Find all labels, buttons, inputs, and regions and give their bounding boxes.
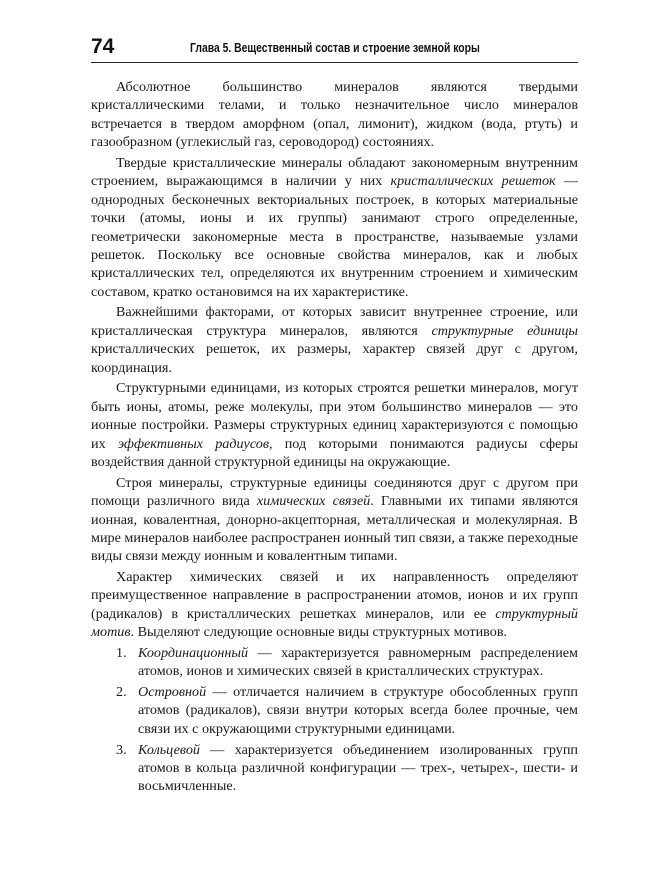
- list-item-number: 3.: [116, 741, 127, 758]
- page-number: 74: [91, 35, 115, 58]
- paragraph: Строя минералы, структурные единицы соединяются друг с другом при помощи различного вида химических связей. Главными их типами являются ионная, ковалентная, донорно-акцепторная, металлическая и молекулярная. В мире минералов наиболее распространен ионный тип связи, а также переходные виды связи между ионным и ковалентным типами.: [91, 474, 578, 565]
- paragraph: Абсолютное большинство минералов являются твердыми кристаллическими телами, и только незначительное число минералов встречается в твердом аморфном (опал, лимонит), жидком (вода, ртуть) и газообразном (углекислый газ, сероводород) состояниях.: [91, 79, 578, 151]
- paragraph: Структурными единицами, из которых строятся решетки минералов, могут быть ионы, атомы, реже молекулы, при этом большинство минералов — это ионные постройки. Размеры структурных единиц характеризуются с помощью их эффективных радиусов, под которыми понимаются радиусы сферы воздействия данной структурной единицы на окружающие.: [91, 380, 578, 471]
- running-head: Глава 5. Вещественный состав и строение земной коры: [190, 41, 480, 55]
- list-item: 1. Координационный — характеризуется равномерным распределением атомов, ионов и химических связей в кристаллических структурах.: [116, 644, 578, 680]
- paragraph: Важнейшими факторами, от которых зависит внутреннее строение, или кристаллическая структура минералов, являются структурные единицы кристаллических решеток, их размеры, характер связей друг с другом, координация.: [91, 304, 578, 376]
- structural-motif-list: [91, 644, 578, 796]
- emphasized-term: структурные единицы: [431, 322, 578, 339]
- paragraph: Твердые кристаллические минералы обладают закономерным внутренним строением, выражающимся в наличии у них кристаллических решеток — однородных бесконечных векториальных построек, в которых материальные точки (атомы, ионы и их группы) занимают строго определенные, геометрически закономерные места в пространстве, называемые узлами решеток. Поскольку все основные свойства минералов, как и любых кристаллических тел, определяются их внутренним строением и химическим составом, кратко остановимся на их характеристике.: [91, 154, 579, 300]
- emphasized-term: химических связей: [256, 493, 371, 510]
- list-item: 3. Кольцевой — характеризуется объединением изолированных групп атомов в кольца различной конфигурации — трех-, четырех-, шести- и восьмичленные.: [116, 741, 578, 795]
- list-item-term: Кольцевой: [138, 741, 200, 758]
- body-text: [91, 78, 578, 798]
- paragraph: Характер химических связей и их направленность определяют преимущественное направление в распространении атомов, ионов и их групп (радикалов) в кристаллических решетках минералов, или ее структурный мотив. Выделяют следующие основные виды структурных мотивов.: [91, 569, 578, 641]
- page-header: [91, 36, 578, 63]
- emphasized-term: кристаллических решеток: [390, 173, 556, 190]
- list-item-term: Координационный: [138, 644, 249, 661]
- emphasized-term: структурный мотив: [91, 605, 578, 641]
- list-item: 2. Островной — отличается наличием в структуре обособленных групп атомов (радикалов), связи внутри которых всегда более прочные, чем связи их с окружающими структурными единицами.: [116, 684, 578, 737]
- list-item-number: 1.: [116, 644, 127, 661]
- list-item-term: Островной: [138, 684, 207, 701]
- list-item-number: 2.: [116, 684, 127, 701]
- emphasized-term: эффективных радиусов: [117, 435, 269, 452]
